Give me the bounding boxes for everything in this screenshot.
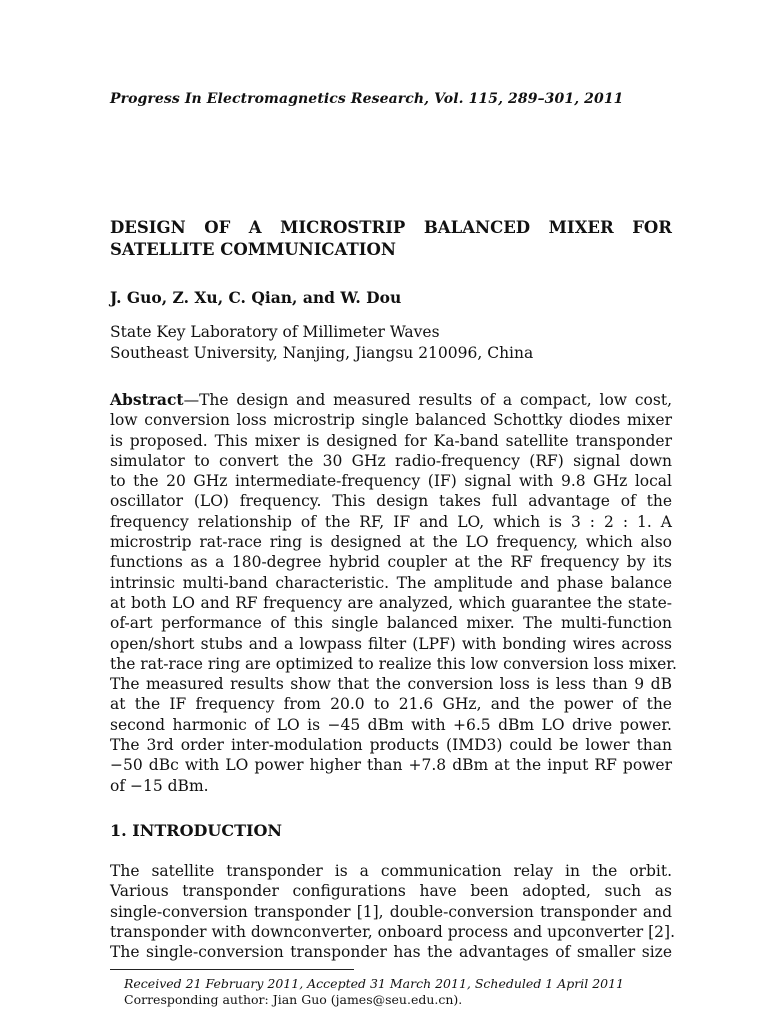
authors: J. Guo, Z. Xu, C. Qian, and W. Dou (110, 288, 402, 307)
footnote-corresponding: Corresponding author: Jian Guo (james@seu.edu.cn). (124, 992, 463, 1007)
abstract-line: of −15 dBm. (110, 776, 209, 795)
affiliation-line-2: Southeast University, Nanjing, Jiangsu 210096, China (110, 344, 534, 362)
abstract-line: of-art performance of this single balanced mixer. The multi-function (110, 614, 672, 633)
abstract-line: at the IF frequency from 20.0 to 21.6 GHz, and the power of the (110, 695, 672, 714)
abstract-line: The measured results show that the conversion loss is less than 9 dB (110, 675, 672, 694)
abstract-line: simulator to convert the 30 GHz radio-frequency (RF) signal down (110, 451, 672, 470)
abstract-line: −50 dBc with LO power higher than +7.8 dBm at the input RF power (110, 756, 672, 775)
abstract-line: microstrip rat-race ring is designed at the LO frequency, which also (110, 533, 672, 552)
intro-line: transponder with downconverter, onboard process and upconverter [2]. (110, 922, 676, 941)
abstract-line: low conversion loss microstrip single balanced Schottky diodes mixer (110, 411, 672, 430)
abstract-line: frequency relationship of the RF, IF and LO, which is 3 : 2 : 1. A (110, 512, 672, 531)
paper-title (110, 217, 672, 261)
abstract-line: functions as a 180-degree hybrid coupler at the RF frequency by its (110, 553, 672, 572)
section-heading-introduction: 1. INTRODUCTION (110, 821, 283, 840)
abstract (110, 390, 677, 796)
intro-line: The satellite transponder is a communication relay in the orbit. (110, 862, 672, 880)
title-line-1: DESIGN OF A MICROSTRIP BALANCED MIXER FOR (110, 218, 672, 237)
affiliation-line-1: State Key Laboratory of Millimeter Waves (110, 323, 440, 341)
footnote-received: Received 21 February 2011, Accepted 31 March 2011, Scheduled 1 April 2011 (124, 976, 625, 991)
abstract-line: at both LO and RF frequency are analyzed, which guarantee the state- (110, 593, 672, 612)
intro-line: Various transponder configurations have been adopted, such as (110, 882, 672, 901)
abstract-line: open/short stubs and a lowpass filter (LPF) with bonding wires across (110, 634, 672, 653)
abstract-line: intrinsic multi-band characteristic. The amplitude and phase balance (110, 573, 672, 592)
abstract-label: Abstract (110, 390, 184, 409)
title-line-2: SATELLITE COMMUNICATION (110, 240, 396, 259)
journal-header: Progress In Electromagnetics Research, Vol. 115, 289–301, 2011 (110, 91, 624, 107)
introduction-body (110, 861, 676, 962)
abstract-line: is proposed. This mixer is designed for Ka-band satellite transponder (110, 431, 672, 450)
abstract-line: The 3rd order inter-modulation products (IMD3) could be lower than (110, 736, 672, 755)
abstract-line (110, 390, 672, 410)
abstract-line: to the 20 GHz intermediate-frequency (IF) signal with 9.8 GHz local (110, 472, 672, 491)
abstract-line: second harmonic of LO is −45 dBm with +6.5 dBm LO drive power. (110, 715, 672, 734)
intro-line: single-conversion transponder [1], double-conversion transponder and (110, 902, 672, 921)
abstract-line: oscillator (LO) frequency. This design takes full advantage of the (110, 492, 672, 511)
affiliation (110, 322, 672, 364)
intro-line: The single-conversion transponder has the advantages of smaller size (110, 943, 672, 962)
abstract-line: the rat-race ring are optimized to realize this low conversion loss mixer. (110, 654, 677, 673)
abstract-line-text: —The design and measured results of a compact, low cost, (183, 391, 672, 409)
footnote-divider (110, 969, 354, 970)
